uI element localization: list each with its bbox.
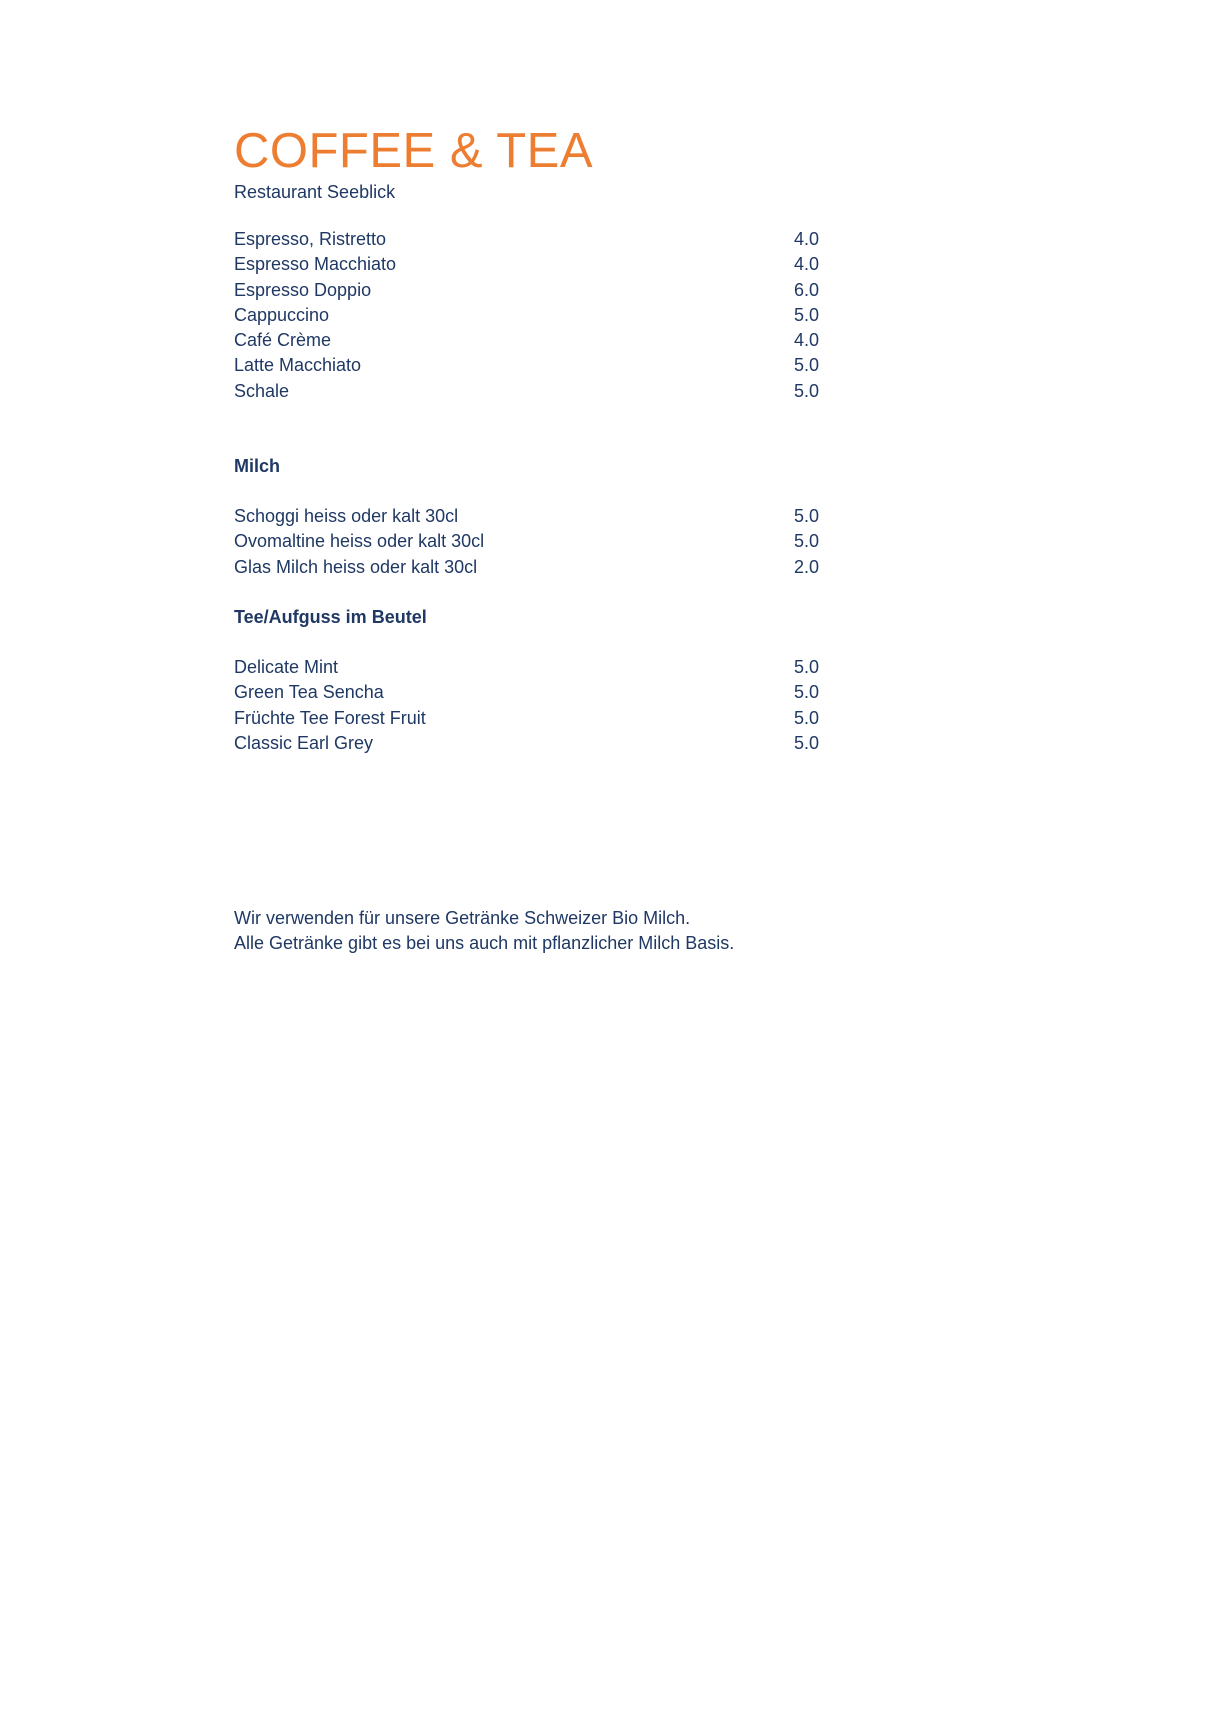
item-price: 5.0 — [794, 531, 820, 552]
item-name: Café Crème — [234, 330, 332, 351]
list-item — [234, 680, 854, 705]
item-price: 4.0 — [794, 330, 820, 351]
item-name: Cappuccino — [234, 304, 330, 325]
item-price: 2.0 — [794, 556, 820, 577]
restaurant-name: Restaurant Seeblick — [234, 182, 396, 202]
item-price: 5.0 — [794, 707, 820, 728]
item-price: 4.0 — [794, 229, 820, 249]
item-name: Glas Milch heiss oder kalt 30cl — [234, 556, 478, 577]
list-item — [234, 731, 854, 756]
item-price: 5.0 — [794, 355, 820, 376]
item-price: 5.0 — [794, 732, 820, 753]
note-plant-milk: Alle Getränke gibt es bei uns auch mit pflanzlicher Milch Basis. — [234, 933, 735, 954]
item-name: Latte Macchiato — [234, 355, 362, 376]
list-item — [234, 504, 854, 529]
tea-list — [234, 655, 854, 756]
list-item — [234, 353, 854, 378]
item-name: Früchte Tee Forest Fruit — [234, 707, 426, 728]
page-title: COFFEE & TEA — [234, 124, 594, 178]
note-organic-milk: Wir verwenden für unsere Getränke Schweizer Bio Milch. — [234, 908, 691, 929]
item-price: 4.0 — [794, 254, 820, 275]
list-item — [234, 252, 854, 277]
item-name: Espresso, Ristretto — [234, 229, 387, 249]
item-name: Schoggi heiss oder kalt 30cl — [234, 506, 459, 527]
item-price: 5.0 — [794, 380, 820, 401]
list-item — [234, 328, 854, 353]
menu-page — [234, 122, 854, 957]
milk-list — [234, 504, 854, 580]
item-price: 5.0 — [794, 304, 820, 325]
list-item — [234, 555, 854, 580]
section-heading-tea: Tee/Aufguss im Beutel — [234, 606, 427, 627]
list-item — [234, 655, 854, 680]
item-name: Green Tea Sencha — [234, 682, 384, 703]
item-name: Espresso Macchiato — [234, 254, 397, 275]
item-price: 5.0 — [794, 656, 820, 677]
section-heading-milk: Milch — [234, 456, 281, 477]
list-item — [234, 706, 854, 731]
list-item — [234, 303, 854, 328]
item-price: 5.0 — [794, 682, 820, 703]
item-name: Espresso Doppio — [234, 279, 372, 300]
footer-notes — [234, 906, 854, 957]
item-name: Schale — [234, 380, 290, 401]
coffee-list — [234, 227, 854, 404]
item-price: 6.0 — [794, 279, 820, 300]
item-name: Delicate Mint — [234, 656, 339, 677]
item-price: 5.0 — [794, 506, 820, 527]
item-name: Ovomaltine heiss oder kalt 30cl — [234, 531, 485, 552]
item-name: Classic Earl Grey — [234, 732, 374, 753]
list-item — [234, 379, 854, 404]
list-item — [234, 227, 854, 252]
list-item — [234, 278, 854, 303]
list-item — [234, 529, 854, 554]
